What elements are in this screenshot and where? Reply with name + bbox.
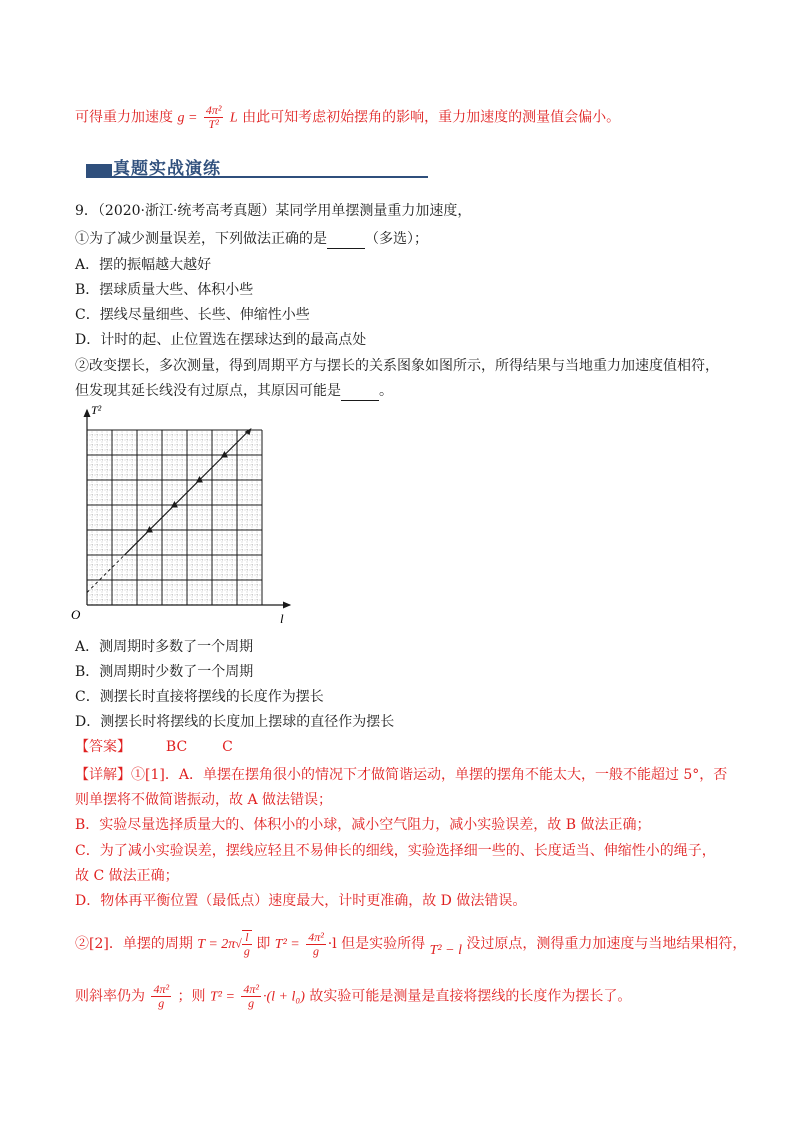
question-part1-tail: （多选）；: [365, 231, 428, 247]
option-2a: A．测周期时多数了一个周期: [75, 639, 254, 655]
detail-line-1: [75, 765, 727, 785]
question-stem: 9．（2020·浙江·统考高考真题）某同学用单摆测量重力加速度，: [75, 203, 472, 219]
detail-p2-formula2: T² =: [274, 937, 300, 952]
detail-p3-frac-den: g: [158, 996, 165, 1010]
sqrt-den: g: [243, 944, 250, 958]
answer-line: [75, 737, 233, 757]
answer-value-1: BC: [165, 739, 188, 755]
option-1b: B．摆球质量大些、体积小些: [75, 282, 254, 298]
detail-p2-d: 没过原点，测得重力加速度与当地结果相符，: [466, 936, 747, 952]
detail-p3-fraction: [151, 983, 171, 1010]
intro-fraction-den: T²: [208, 117, 219, 131]
chart-y-label: T²: [91, 403, 102, 417]
chart-grid-major: [87, 430, 262, 605]
detail-c1: C．为了减小实验误差，摆线应轻且不易伸长的细线，实验选择细一些的、长度适当、伸缩性小的绳子，: [75, 843, 716, 859]
detail-p3-frac2-den: g: [248, 996, 255, 1010]
option-1d: D．计时的起、止位置选在摆球达到的最高点处: [75, 332, 367, 348]
detail-p1-line1: ①[1]．A．单摆在摆角很小的情况下才做简谐运动，单摆的摆角不能太大，一般不能超过 5°，否: [131, 767, 728, 783]
detail-p2-fraction: [306, 931, 326, 958]
answer-blank-2: [341, 386, 379, 401]
option-1a: A．摆的振幅越大越好: [75, 257, 212, 273]
detail-p3-formula: T² =: [209, 989, 235, 1005]
intro-formula-lhs: g =: [177, 110, 198, 126]
question-part2-line1: ②改变摆长，多次测量，得到周期平方与摆长的关系图象如图所示，所得结果与当地重力加速度值相符，: [75, 358, 719, 374]
detail-p2-formula3: T² − l: [429, 943, 462, 958]
detail-p2-frac-den: g: [312, 943, 319, 958]
question-part1-text: ①为了减少测量误差，下列做法正确的是: [75, 231, 327, 247]
detail-p3-fraction-2: [241, 983, 261, 1010]
detail-label: 【详解】: [75, 767, 131, 783]
detail-p2-c: ·l 但是实验所得: [327, 936, 426, 952]
option-2c: C．测摆长时直接将摆线的长度作为摆长: [75, 689, 324, 705]
intro-fraction-num: 4π²: [205, 103, 222, 117]
question-part1: [75, 229, 428, 249]
detail-b: B．实验尽量选择质量大的、体积小的小球，减小空气阻力，减小实验误差，故 B 做法正确；: [75, 817, 651, 833]
intro-fraction: [204, 104, 224, 131]
detail-p3-b: ；则: [177, 988, 206, 1005]
intro-line: [75, 104, 620, 131]
detail-c2: 故 C 做法正确；: [75, 868, 179, 884]
sqrt-num: l: [242, 931, 252, 945]
chart-grid-minor: [87, 430, 262, 605]
detail-p3: [75, 983, 631, 1010]
detail-p3-a: 则斜率仍为: [75, 988, 145, 1005]
intro-formula-tail: L: [229, 110, 238, 126]
intro-suffix: 由此可知考虑初始摆角的影响，重力加速度的测量值会偏小。: [242, 109, 621, 126]
answer-value-2: C: [222, 739, 233, 755]
answer-blank-1: [327, 234, 365, 249]
detail-p3-d: 故实验可能是测量是直接将摆线的长度作为摆长了。: [309, 988, 632, 1005]
chart-fit-extension-dashed: [87, 555, 125, 593]
detail-p2-b: 即: [256, 936, 271, 952]
detail-p3-frac2-num: 4π²: [243, 982, 259, 996]
option-2d: D．测摆长时将摆线的长度加上摆球的直径作为摆长: [75, 714, 395, 730]
option-2b: B．测周期时少数了一个周期: [75, 664, 254, 680]
option-1c: C．摆线尽量细些、长些、伸缩性小些: [75, 307, 310, 323]
chart-origin-label: O: [71, 607, 81, 622]
section-header: [75, 152, 430, 184]
detail-p1-line2: 则单摆将不做简谐振动，故 A 做法错误；: [75, 792, 333, 808]
question-part2-tail: 。: [379, 383, 393, 399]
question-part2-line2: [75, 381, 393, 401]
answer-label: 【答案】: [75, 739, 131, 755]
question-part2-text: 但发现其延长线没有过原点，其原因可能是: [75, 383, 341, 399]
detail-p3-c: ·(l + l₀): [262, 989, 305, 1005]
chart-x-label: l: [280, 611, 284, 626]
detail-p2-a: ②[2]．单摆的周期: [75, 936, 193, 952]
t-squared-vs-length-chart: [65, 400, 305, 630]
detail-p3-frac-num: 4π²: [153, 982, 170, 996]
detail-p2: [75, 930, 746, 958]
sqrt-l-over-g: √ $\frac{l}{g}$: [235, 930, 250, 958]
detail-p2-formula1: T = 2π: [197, 937, 236, 952]
intro-prefix: 可得重力加速度: [75, 109, 173, 126]
section-title: 真题实战演练: [113, 159, 221, 179]
detail-p2-frac-num: 4π²: [308, 929, 324, 944]
detail-d: D．物体再平衡位置（最低点）速度最大，计时更准确，故 D 做法错误。: [75, 893, 527, 909]
